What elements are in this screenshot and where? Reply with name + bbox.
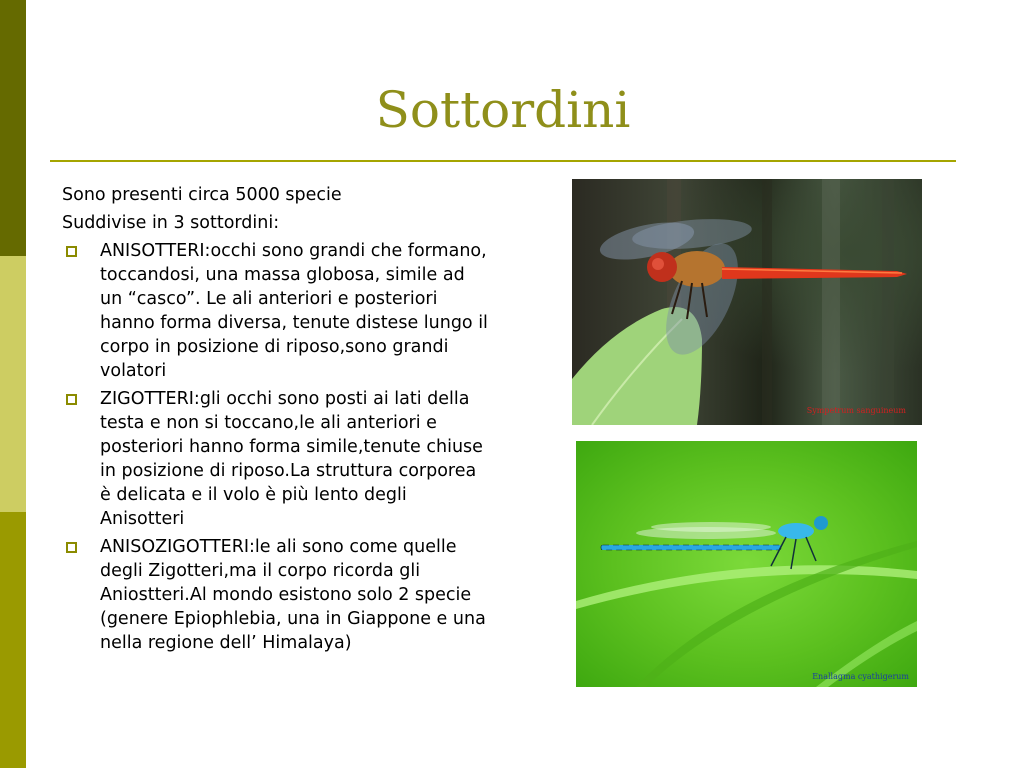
list-item	[62, 387, 492, 531]
side-bar-top	[0, 0, 26, 256]
slide-body	[62, 183, 492, 659]
damselfly-illustration	[576, 441, 917, 687]
photo-caption: Enallagma cyathigerum	[812, 672, 909, 681]
bullet-text: ANISOTTERI:occhi sono grandi che formano, toccandosi, una massa globosa, simile ad un “casco”. Le ali anteriori e posteriori hanno forma diversa, tenute distese lungo il corpo in posizione di riposo,sono grandi volatori	[100, 241, 488, 381]
damselfly-photo	[576, 441, 917, 687]
intro-line: Suddivise in 3 sottordini:	[62, 213, 280, 233]
list-item	[62, 239, 492, 383]
square-bullet-icon	[66, 394, 77, 405]
side-bar-middle	[0, 256, 26, 512]
slide-title: Sottordini	[375, 81, 631, 139]
dragonfly-illustration	[572, 179, 922, 425]
list-item	[62, 535, 492, 655]
title-divider	[50, 160, 956, 162]
square-bullet-icon	[66, 542, 77, 553]
intro-line: Sono presenti circa 5000 specie	[62, 185, 342, 205]
square-bullet-icon	[66, 246, 77, 257]
bullet-text: ANISOZIGOTTERI:le ali sono come quelle degli Zigotteri,ma il corpo ricorda gli Aniostteri.Al mondo esistono solo 2 specie (genere Epiophlebia, una in Giappone e una nella regione dell’ Himalaya)	[100, 537, 486, 653]
side-bar-bottom	[0, 512, 26, 768]
bullet-list	[62, 239, 492, 655]
bullet-text: ZIGOTTERI:gli occhi sono posti ai lati della testa e non si toccano,le ali anteriori e posteriori hanno forma simile,tenute chiuse in posizione di riposo.La struttura corporea è delicata e il volo è più lento degli Anisotteri	[100, 389, 483, 529]
photo-caption: Sympetrum sanguineum	[806, 406, 906, 415]
dragonfly-photo	[572, 179, 922, 425]
